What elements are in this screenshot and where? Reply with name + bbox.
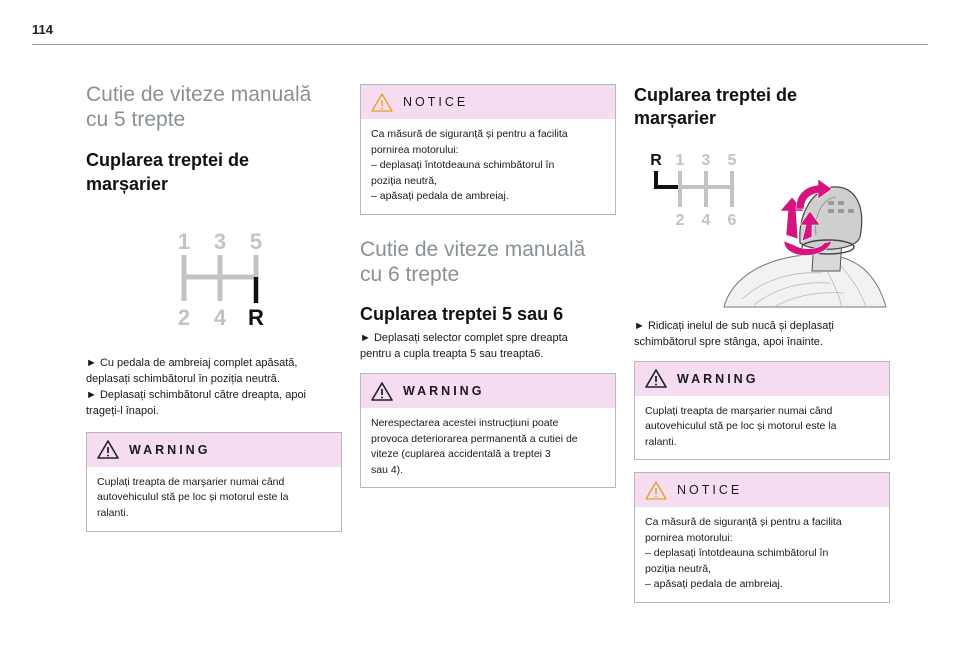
notice-header: [635, 473, 889, 507]
warning-triangle-icon: [97, 440, 119, 459]
subtitle-line: marșarier: [634, 108, 717, 129]
gear-label: 2: [675, 211, 685, 229]
column-3: [634, 84, 890, 603]
warning-line: provoca deteriorarea permanentă a cutiei de: [371, 432, 578, 445]
instruction-step: ► Deplasați schimbătorul către dreapta, apoi trageți-l înapoi.: [86, 389, 306, 417]
gear-lever-drawing: [724, 187, 886, 307]
notice-line: Ca măsură de siguranță și pentru a facilita: [645, 516, 842, 529]
warning-triangle-icon: [371, 382, 393, 401]
warning-line: Nerespectarea acestei instrucțiuni poate: [371, 417, 559, 430]
warning-text: [87, 467, 341, 531]
gear-shift-6-speed-illustration: [634, 139, 890, 311]
notice-text: [361, 119, 615, 214]
notice-line: Ca măsură de siguranță și pentru a facilita: [371, 128, 568, 140]
subtitle-line: marșarier: [86, 173, 169, 194]
subtitle-line: Cuplarea treptei de: [634, 85, 798, 105]
instruction-line: ► Deplasați selector complet spre dreapta: [360, 332, 568, 345]
warning-line: autovehiculul stă pe loc și motorul este la: [97, 491, 289, 504]
notice-box: [360, 84, 616, 215]
gear-label: 1: [675, 151, 685, 169]
gear-label: 5: [249, 229, 263, 255]
gear-label: 5: [727, 151, 737, 169]
notice-label: NOTICE: [677, 483, 743, 498]
gear-label: 3: [701, 151, 711, 169]
gear-slot-reverse: [656, 171, 678, 187]
instruction-line: pentru a cupla treapta 5 sau treapta6.: [360, 348, 544, 361]
warning-line: Cuplați treapta de marșarier numai când: [97, 475, 285, 488]
warning-box: [86, 432, 342, 532]
notice-line: poziția neutră,: [645, 562, 711, 575]
page-number: 114: [32, 22, 53, 37]
warning-text: [635, 396, 889, 460]
gear-label: 4: [701, 211, 711, 229]
title-line: Cutie de viteze manuală: [360, 237, 586, 261]
instruction-line: ► Ridicați inelul de sub nucă și deplasați: [634, 319, 834, 332]
notice-box: [634, 472, 890, 603]
instruction-step: [634, 319, 890, 351]
notice-line: – deplasați întotdeauna schimbătorul în: [371, 159, 555, 172]
instruction-step: [360, 331, 616, 363]
gear-label: 4: [213, 305, 227, 331]
column-2: [360, 84, 616, 488]
warning-header: [635, 362, 889, 396]
gear-label-reverse: R: [650, 151, 662, 169]
instruction-line: schimbătorul spre stânga, apoi înainte.: [634, 335, 823, 348]
title-line: cu 6 trepte: [360, 262, 460, 286]
title-line: cu 5 trepte: [86, 108, 186, 132]
subtitle-reverse-gear: [86, 149, 342, 196]
notice-line: poziția neutră,: [371, 174, 437, 187]
warning-header: [361, 374, 615, 408]
subtitle-reverse-gear-6-speed: [634, 84, 890, 131]
column-1: [86, 82, 342, 532]
title-line: Cutie de viteze manuală: [86, 83, 312, 106]
notice-header: [361, 85, 615, 119]
gear-label: 1: [177, 229, 191, 255]
header-rule: [32, 44, 928, 45]
notice-line: pornirea motorului:: [371, 143, 459, 156]
subtitle-line: Cuplarea treptei de: [86, 150, 250, 171]
notice-line: pornirea motorului:: [645, 531, 733, 544]
notice-text: [635, 507, 889, 602]
gear-pattern-5-speed-diagram: [86, 211, 342, 345]
notice-line: – deplasați întotdeauna schimbătorul în: [645, 547, 829, 560]
section-title-6-speed: [360, 237, 616, 287]
warning-line: Cuplați treapta de marșarier numai când: [645, 404, 833, 417]
warning-line: sau 4).: [371, 463, 404, 476]
warning-box: [360, 373, 616, 488]
warning-line: ralanti.: [645, 435, 677, 448]
gear-label: 3: [213, 229, 227, 255]
warning-box: [634, 361, 890, 461]
warning-label: WARNING: [403, 384, 485, 399]
instruction-step: ► Cu pedala de ambreiaj complet apăsată, deplasați schimbătorul în poziția neutră.: [86, 357, 298, 386]
warning-triangle-icon: [645, 369, 667, 388]
warning-line: ralanti.: [97, 506, 129, 519]
warning-header: [87, 433, 341, 467]
notice-triangle-icon: [371, 93, 393, 112]
warning-line: viteze (cuplarea accidentală a treptei 3: [371, 448, 551, 461]
gear-label-reverse: R: [248, 305, 264, 331]
notice-line: – apăsați pedala de ambreiaj.: [371, 190, 509, 203]
gear-label: 2: [177, 305, 191, 331]
notice-label: NOTICE: [403, 95, 469, 109]
subtitle-gear-5-6: Cuplarea treptei 5 sau 6: [360, 304, 564, 325]
gear-label: 6: [727, 211, 737, 229]
notice-triangle-icon: [645, 481, 667, 500]
section-title-5-speed: [86, 82, 342, 132]
warning-line: autovehiculul stă pe loc și motorul este la: [645, 420, 837, 433]
warning-label: WARNING: [677, 371, 759, 386]
warning-label: WARNING: [129, 442, 211, 457]
notice-line: – apăsați pedala de ambreiaj.: [645, 578, 783, 591]
warning-text: [361, 408, 615, 487]
instruction-steps: [86, 356, 342, 420]
